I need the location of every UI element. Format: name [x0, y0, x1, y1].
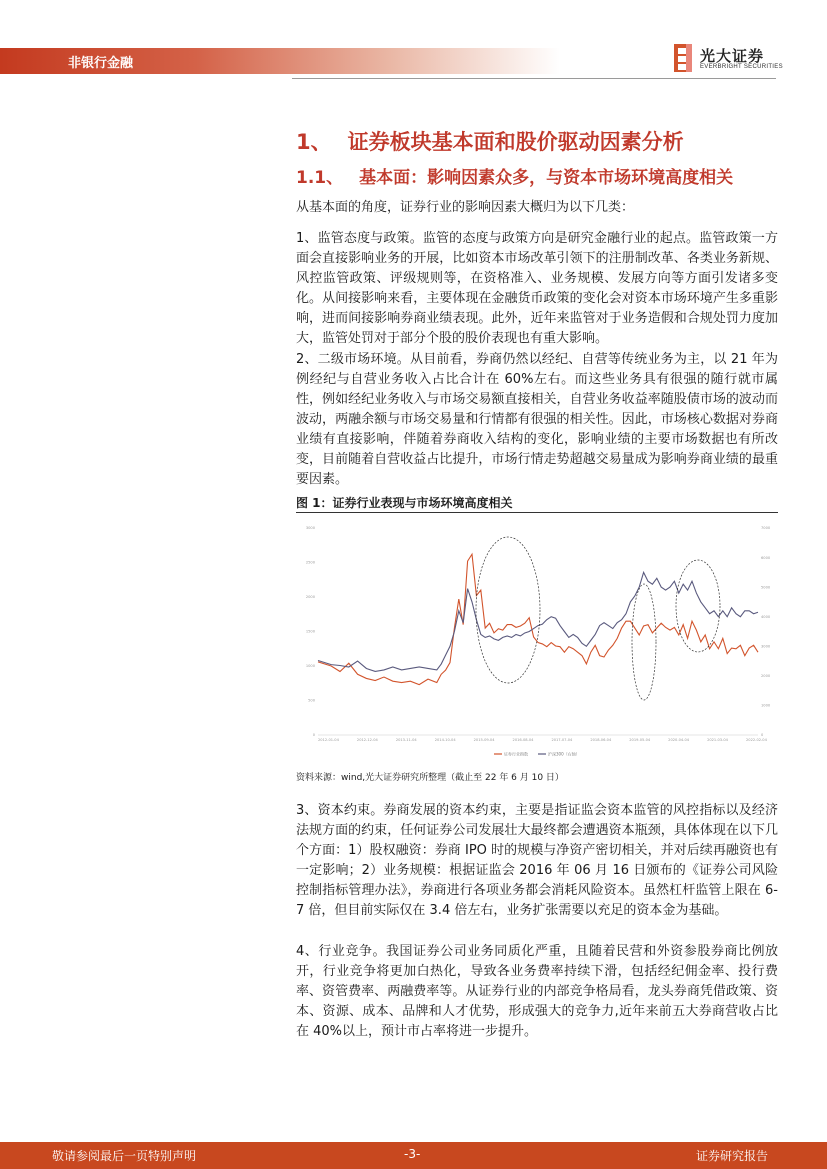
left-tick-label: 3000	[305, 526, 315, 531]
x-tick-label: 2014-10-04	[434, 738, 456, 742]
left-tick-label: 1500	[305, 629, 315, 634]
header-rule	[292, 78, 776, 79]
paragraph-market: 2、二级市场环境。从目前看，券商仍然以经纪、自营等传统业务为主，以 21 年为例经纪与自营业务收入占比合计在 60%左右。而这些业务具有很强的随行就市属性，例如经纪业务收入与市场交易额直接相关，自营业务收益率随股债市场的波动而波动，两融余额与市场交易量和行情都有很强的相关性。因此，市场核心数据对券商业绩有直接影响，伴随着券商收入结构的变化，影响业绩的主要市场数据也有所改变，目前随着自营收益占比提升，市场行情走势超越交易量成为影响券商业绩的最重要因素。	[296, 352, 778, 487]
highlight-circle-2015	[476, 537, 540, 683]
x-tick-label: 2015-09-04	[473, 738, 495, 742]
x-tick-label: 2017-07-04	[551, 738, 573, 742]
figure-source: 资料来源：wind,光大证券研究所整理（截止至 22 年 6 月 10 日）	[296, 773, 564, 783]
page-number: -3-	[404, 1147, 421, 1161]
chart-legend	[494, 750, 580, 756]
x-tick-label: 2022-02-04	[746, 738, 767, 742]
paragraph-regulation: 1、监管态度与政策。监管的态度与政策方向是研究金融行业的起点。监管政策一方面会直接影响业务的开展，比如资本市场改革引领下的注册制改革、各类业务新规、风控监管政策、评级规则等，在资格准入、业务规模、发展方向等方面引发诸多变化。从间接影响来看，主要体现在金融货币政策的变化会对资本市场环境产生多重影响，进而间接影响券商业绩表现。此外，近年来监管对于业务造假和合规处罚力度加大，监管处罚对于部分个股的股价表现也有重大影响。	[296, 231, 778, 346]
highlight-circle-2021	[676, 560, 720, 652]
series-line-securities-index	[318, 554, 758, 684]
x-tick-label: 2013-11-04	[395, 738, 417, 742]
left-tick-label: 1000	[305, 664, 315, 669]
legend-label-securities-index: 证券行业指数	[504, 751, 528, 757]
everbright-logo-mark-icon	[672, 42, 694, 74]
left-tick-label: 2000	[305, 595, 315, 600]
paragraph-capital: 3、资本约束。券商发展的资本约束，主要是指证监会资本监管的风控指标以及经济法规方面的约束，任何证券公司发展壮大最终都会遭遇资本瓶颈，具体体现在以下几个方面：1）股权融资：券商 IPO 时的规模与净资产密切相关，并对后续再融资也有一定影响；2）业务规模：根据证监会 2016 年 06 月 16 日颁布的《证券公司风险控制指标管理办法》，券商进行各项业务都会消耗风险资本。虽然杠杆监管上限在 6-7 倍，但目前实际仅在 3.4 倍左右，业务扩张需要以充足的资本金为基础。	[296, 803, 778, 918]
logo-text-cn: 光大证券	[700, 47, 765, 65]
left-tick-label: 500	[308, 698, 315, 703]
footer-disclaimer: 敬请参阅最后一页特别声明	[52, 1149, 197, 1163]
intro-paragraph: 从基本面的角度，证券行业的影响因素大概归为以下几类：	[296, 200, 635, 215]
right-tick-label: 6000	[761, 555, 771, 560]
section-number: 1、	[296, 130, 332, 154]
x-axis-ticks	[318, 738, 768, 742]
company-logo	[672, 42, 782, 76]
right-tick-label: 5000	[761, 585, 771, 590]
highlight-circle-2019	[632, 584, 656, 700]
subsection-number: 1.1、	[296, 168, 344, 188]
section-heading	[296, 126, 684, 156]
x-tick-label: 2012-12-04	[356, 738, 378, 742]
x-tick-label: 2021-03-04	[707, 738, 728, 742]
right-axis-ticks	[761, 526, 771, 737]
line-chart	[296, 518, 778, 766]
x-tick-label: 2016-08-04	[512, 738, 534, 742]
x-tick-label: 2018-06-04	[590, 738, 612, 742]
figure-rule	[296, 512, 778, 513]
report-type: 证券研究报告	[696, 1149, 769, 1163]
right-tick-label: 3000	[761, 644, 771, 649]
subsection-title: 基本面：影响因素众多，与资本市场环境高度相关	[359, 168, 734, 188]
logo-text-en: EVERBRIGHT SECURITIES	[700, 64, 783, 70]
paragraph-competition: 4、行业竞争。我国证券公司业务同质化严重，且随着民营和外资参股券商比例放开，行业竞争将更加白热化，导致各业务费率持续下滑，包括经纪佣金率、投行费率、资管费率、两融费率等。从证券行业的内部竞争格局看，龙头券商凭借政策、资本、资源、成本、品牌和人才优势，形成强大的竞争力,近年来前五大券商营收占比在 40%以上，预计市占率将进一步提升。	[296, 944, 778, 1039]
figure-title: 图 1：证券行业表现与市场环境高度相关	[296, 496, 513, 510]
x-tick-label: 2012-01-04	[318, 738, 339, 742]
legend-label-csi300: 沪深300（右轴）	[548, 751, 580, 757]
left-axis-ticks	[306, 526, 316, 737]
x-tick-label: 2019-05-04	[629, 738, 651, 742]
right-tick-label: 2000	[761, 674, 771, 679]
x-tick-label: 2020-04-04	[668, 738, 690, 742]
right-tick-label: 7000	[761, 526, 771, 531]
sector-label: 非银行金融	[68, 56, 134, 71]
right-tick-label: 0	[761, 733, 764, 738]
right-tick-label: 1000	[761, 703, 771, 708]
section-title: 证券板块基本面和股价驱动因素分析	[347, 130, 684, 154]
left-tick-label: 2500	[305, 560, 315, 565]
left-tick-label: 0	[312, 733, 315, 738]
right-tick-label: 4000	[761, 614, 771, 619]
subsection-heading	[296, 163, 733, 188]
